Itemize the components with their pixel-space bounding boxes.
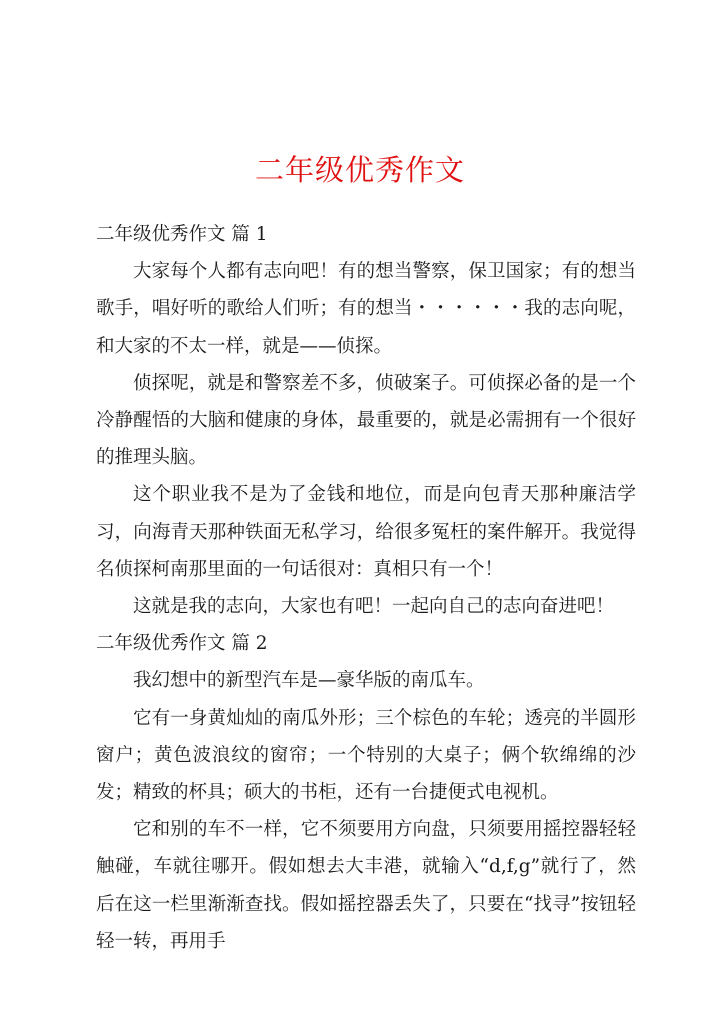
paragraph: 它和别的车不一样，它不须要用方向盘，只须要用摇控器轻轻触碰，车就往哪开。假如想去大丰港，就输入“d,f,g”就行了，然后在这一栏里渐渐查找。假如摇控器丢失了，只要在“找寻”按钮轻轻一转，再用手	[96, 819, 636, 952]
paragraph: 侦探呢，就是和警察差不多，侦破案子。可侦探必备的是一个冷静醒悟的大脑和健康的身体，最重要的，就是必需拥有一个很好的推理头脑。	[96, 372, 636, 469]
document-body	[96, 216, 636, 960]
paragraph: 我幻想中的新型汽车是—豪华版的南瓜车。	[133, 670, 485, 692]
paragraph: 这就是我的志向，大家也有吧！一起向自己的志向奋进吧！	[133, 596, 615, 618]
paragraph: 这个职业我不是为了金钱和地位，而是向包青天那种廉洁学习，向海青天那种铁面无私学习，给很多冤枉的案件解开。我觉得名侦探柯南那里面的一句话很对：真相只有一个！	[96, 484, 636, 580]
section-heading-2: 二年级优秀作文 篇 2	[96, 633, 268, 655]
section-heading-1: 二年级优秀作文 篇 1	[96, 224, 268, 245]
paragraph: 大家每个人都有志向吧！有的想当警察，保卫国家；有的想当歌手，唱好听的歌给人们听；有的想当・・・・・・我的志向呢，和大家的不太一样，就是——侦探。	[96, 261, 636, 357]
paragraph: 它有一身黄灿灿的南瓜外形；三个棕色的车轮；透亮的半圆形窗户；黄色波浪纹的窗帘；一个特别的大桌子；俩个软绵绵的沙发；精致的杯具；硕大的书柜，还有一台捷便式电视机。	[96, 707, 636, 804]
document-title: 二年级优秀作文	[254, 153, 465, 187]
